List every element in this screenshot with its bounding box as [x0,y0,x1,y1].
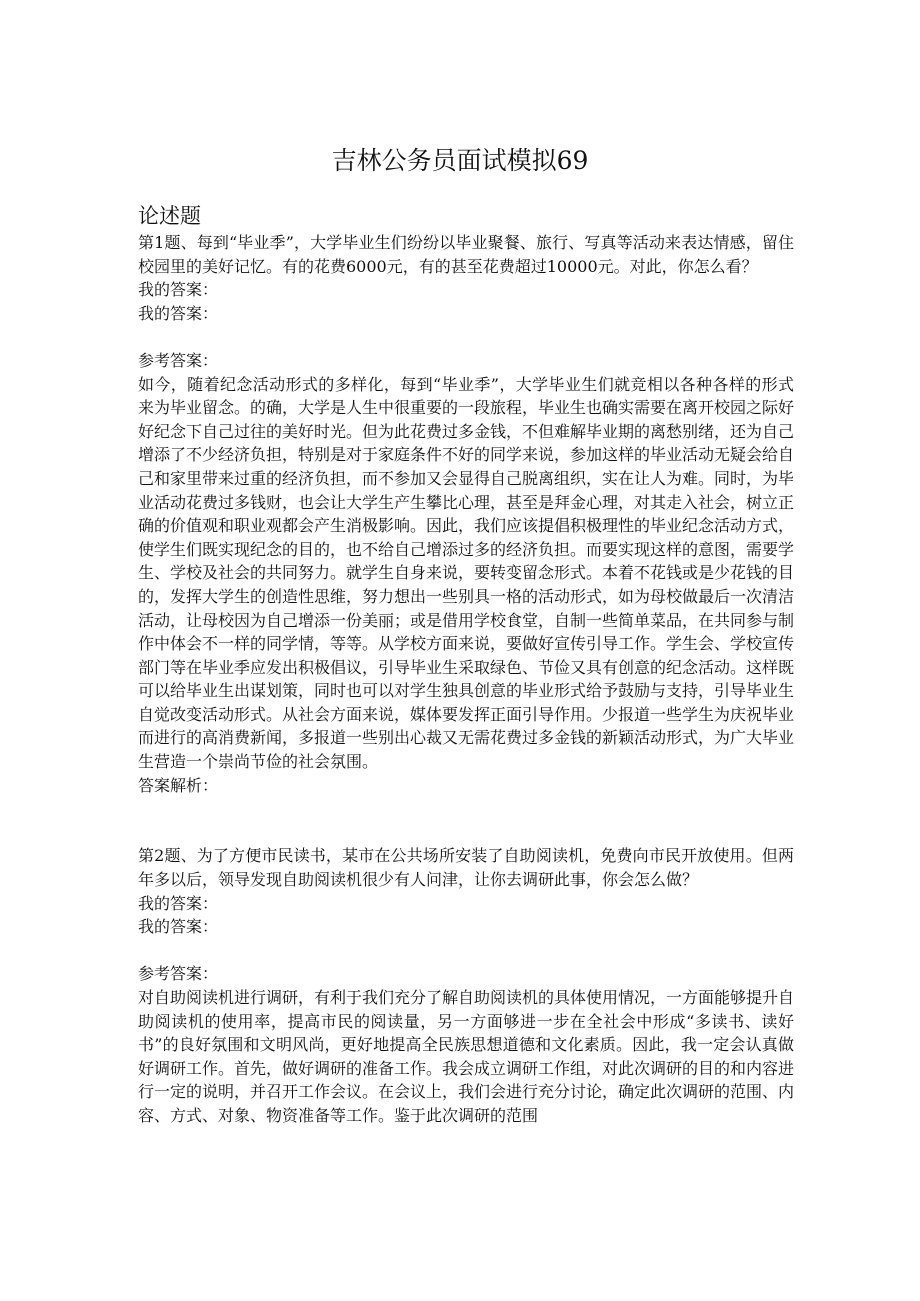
my-answer-label: 我的答案： [138,893,219,913]
spacer [138,325,794,349]
question-block-2 [138,844,794,1127]
document-content [138,201,794,1128]
my-answer-label: 我的答案： [138,280,219,300]
my-answer-label: 我的答案： [138,303,219,323]
question-text: 第2题、为了方便市民读书，某市在公共场所安装了自助阅读机，免费向市民开放使用。但两年多以后，领导发现自助阅读机很少有人问津，让你去调研此事，你会怎么做？ [138,846,794,890]
my-answer-label: 我的答案： [138,917,219,937]
answer-analysis-label: 答案解析： [138,775,219,795]
reference-answer-label: 参考答案： [138,350,219,370]
section-heading: 论述题 [138,204,201,228]
question-text: 第1题、每到“毕业季”，大学毕业生们纷纷以毕业聚餐、旅行、写真等活动来表达情感，留住校园里的美好记忆。有的花费6000元，有的甚至花费超过10000元。对此，你怎么看？ [138,233,794,276]
document-title: 吉林公务员面试模拟69 [331,146,589,175]
reference-answer-text: 如今，随着纪念活动形式的多样化，每到“毕业季”，大学毕业生们就竞相以各种各样的形式来为毕业留念。的确，大学是人生中很重要的一段旅程，毕业生也确实需要在离开校园之际好好纪念下自己过往的美好时光。但为此花费过多金钱，不但难解毕业期的离愁别绪，还为自己增添了不少经济负担，特别是对于家庭条件不好的同学来说，参加这样的毕业活动无疑会给自己和家里带来过重的经济负担，而不参加又会显得自己脱离组织，实在让人为难。同时，为毕业活动花费过多钱财，也会让大学生产生攀比心理，甚至是拜金心理，对其走入社会，树立正确的价值观和职业观都会产生消极影响。因此，我们应该提倡积极理性的毕业纪念活动方式，使学生们既实现纪念的目的，也不给自己增添过多的经济负担。而要实现这样的意图，需要学生、学校及社会的共同努力。就学生自身来说，要转变留念形式。本着不花钱或是少花钱的目的，发挥大学生的创造性思维，努力想出一些别具一格的活动形式，如为母校做最后一次清洁活动，让母校因为自己增添一份美丽；或是借用学校食堂，自制一些简单菜品，在共同参与制作中体会不一样的同学情，等等。从学校方面来说，要做好宣传引导工作。学生会、学校宣传部门等在毕业季应发出积极倡议，引导毕业生采取绿色、节俭又具有创意的纪念活动。这样既可以给毕业生出谋划策，同时也可以对学生独具创意的毕业形式给予鼓励与支持，引导毕业生自觉改变活动形式。从社会方面来说，媒体要发挥正面引导作用。少报道一些学生为庆祝毕业而进行的高消费新闻，多报道一些别出心裁又无需花费过多金钱的新颖活动形式，为广大毕业生营造一个崇尚节俭的社会氛围。 [138,374,795,772]
question-block-1 [138,231,794,797]
reference-answer-label: 参考答案： [138,964,219,984]
reference-answer-text: 对自助阅读机进行调研，有利于我们充分了解自助阅读机的具体使用情况，一方面能够提升自助阅读机的使用率，提高市民的阅读量，另一方面够进一步在全社会中形成“多读书、读好书”的良好氛围和文明风尚，更好地提高全民族思想道德和文化素质。因此，我一定会认真做好调研工作。首先，做好调研的准备工作。我会成立调研工作组，对此次调研的目的和内容进行一定的说明，并召开工作会议。在会议上，我们会进行充分讨论，确定此次调研的范围、内容、方式、对象、物资准备等工作。鉴于此次调研的范围 [138,988,795,1125]
spacer [138,939,794,963]
spacer [138,797,794,844]
